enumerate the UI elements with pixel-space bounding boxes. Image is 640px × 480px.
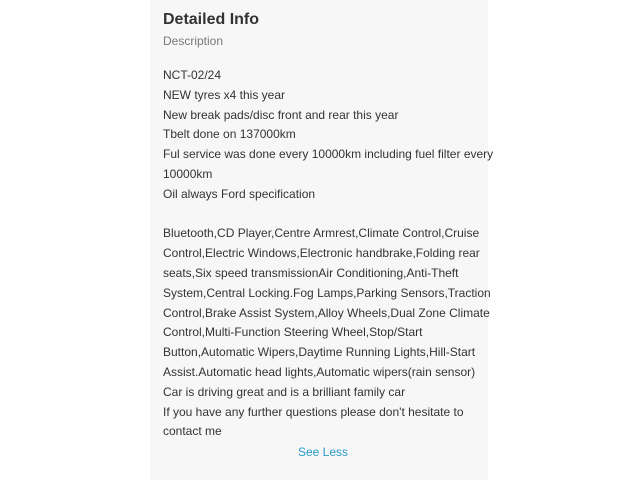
section-title: Detailed Info (163, 11, 260, 28)
description-line: Control,Electric Windows,Electronic handbrake,Folding rear (163, 246, 480, 261)
description-line: contact me (163, 424, 222, 439)
description-text (163, 66, 494, 442)
description-line: New break pads/disc front and rear this year (163, 107, 399, 122)
description-line: Control,Multi-Function Steering Wheel,Stop/Start (163, 325, 423, 340)
description-line: NCT-02/24 (163, 68, 222, 82)
description-line: NEW tyres x4 this year (163, 87, 286, 102)
description-blank-line (163, 205, 488, 225)
description-line: 10000km (163, 166, 213, 181)
description-line: Assist.Automatic head lights,Automatic wipers(rain sensor) (163, 364, 476, 379)
description-line: Car is driving great and is a brilliant family car (163, 384, 406, 399)
description-line: System,Central Locking.Fog Lamps,Parking Sensors,Traction (163, 285, 491, 300)
description-line: Button,Automatic Wipers,Daytime Running Lights,Hill-Start (163, 345, 476, 360)
description-line: Tbelt done on 137000km (163, 127, 296, 142)
description-line: Oil always Ford specification (163, 186, 316, 201)
see-less-link[interactable]: See Less (298, 445, 349, 459)
section-subtitle: Description (163, 34, 224, 48)
description-line: Bluetooth,CD Player,Centre Armrest,Climate Control,Cruise (163, 226, 480, 241)
description-line: Control,Brake Assist System,Alloy Wheels,Dual Zone Climate (163, 305, 490, 320)
description-line: If you have any further questions please don't hesitate to (163, 404, 464, 419)
description-line: Ful service was done every 10000km including fuel filter every (163, 147, 494, 162)
description-line: seats,Six speed transmissionAir Conditioning,Anti-Theft (163, 265, 459, 280)
